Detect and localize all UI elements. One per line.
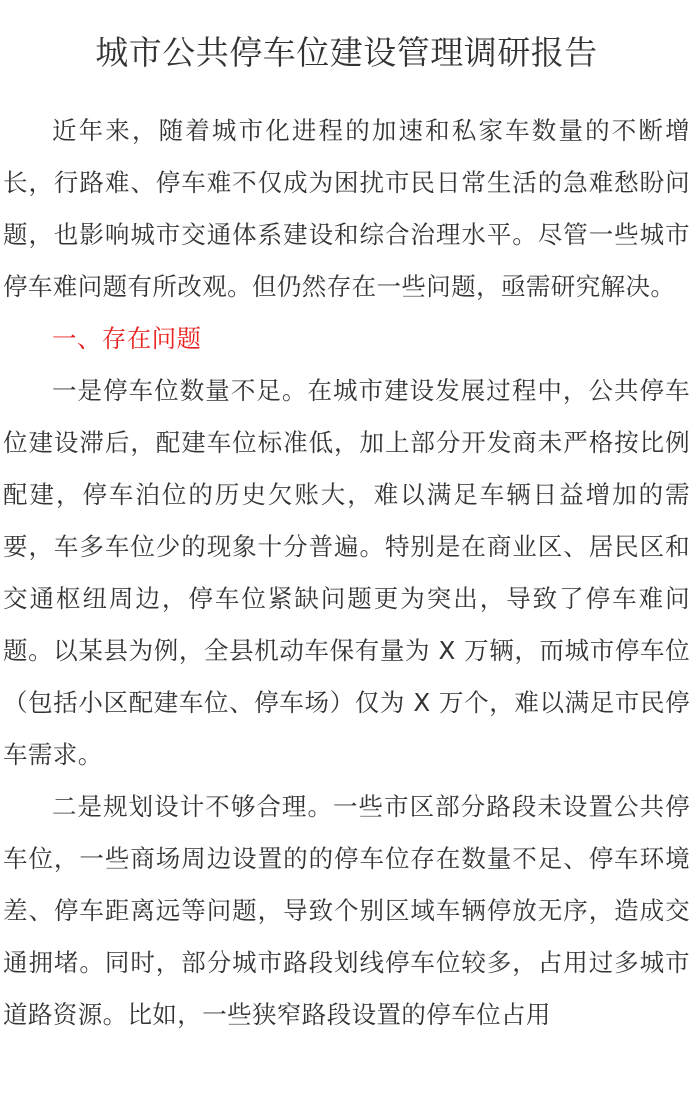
- document-body: [3, 105, 690, 1041]
- problem-paragraph-1: 一是停车位数量不足。在城市建设发展过程中，公共停车位建设滞后，配建车位标准低，加上部分开发商未严格按比例配建，停车泊位的历史欠账大，难以满足车辆日益增加的需要，车多车位少的现象十分普遍。特别是在商业区、居民区和交通枢纽周边，停车位紧缺问题更为突出，导致了停车难问题。以某县为例，全县机动车保有量为 X 万辆，而城市停车位（包括小区配建车位、停车场）仅为 X 万个，难以满足市民停车需求。: [3, 376, 690, 769]
- document-title: 城市公共停车位建设管理调研报告: [95, 33, 598, 72]
- section-heading-problems: 一、存在问题: [52, 324, 202, 353]
- intro-paragraph: 近年来，随着城市化进程的加速和私家车数量的不断增长，行路难、停车难不仅成为困扰市民日常生活的急难愁盼问题，也影响城市交通体系建设和综合治理水平。尽管一些城市停车难问题有所改观。但仍然存在一些问题，亟需研究解决。: [3, 116, 690, 301]
- problem-paragraph-2: 二是规划设计不够合理。一些市区部分路段未设置公共停车位，一些商场周边设置的的停车位存在数量不足、停车环境差、停车距离远等问题，导致个别区域车辆停放无序，造成交通拥堵。同时，部分城市路段划线停车位较多，占用过多城市道路资源。比如，一些狭窄路段设置的停车位占用: [3, 792, 690, 1029]
